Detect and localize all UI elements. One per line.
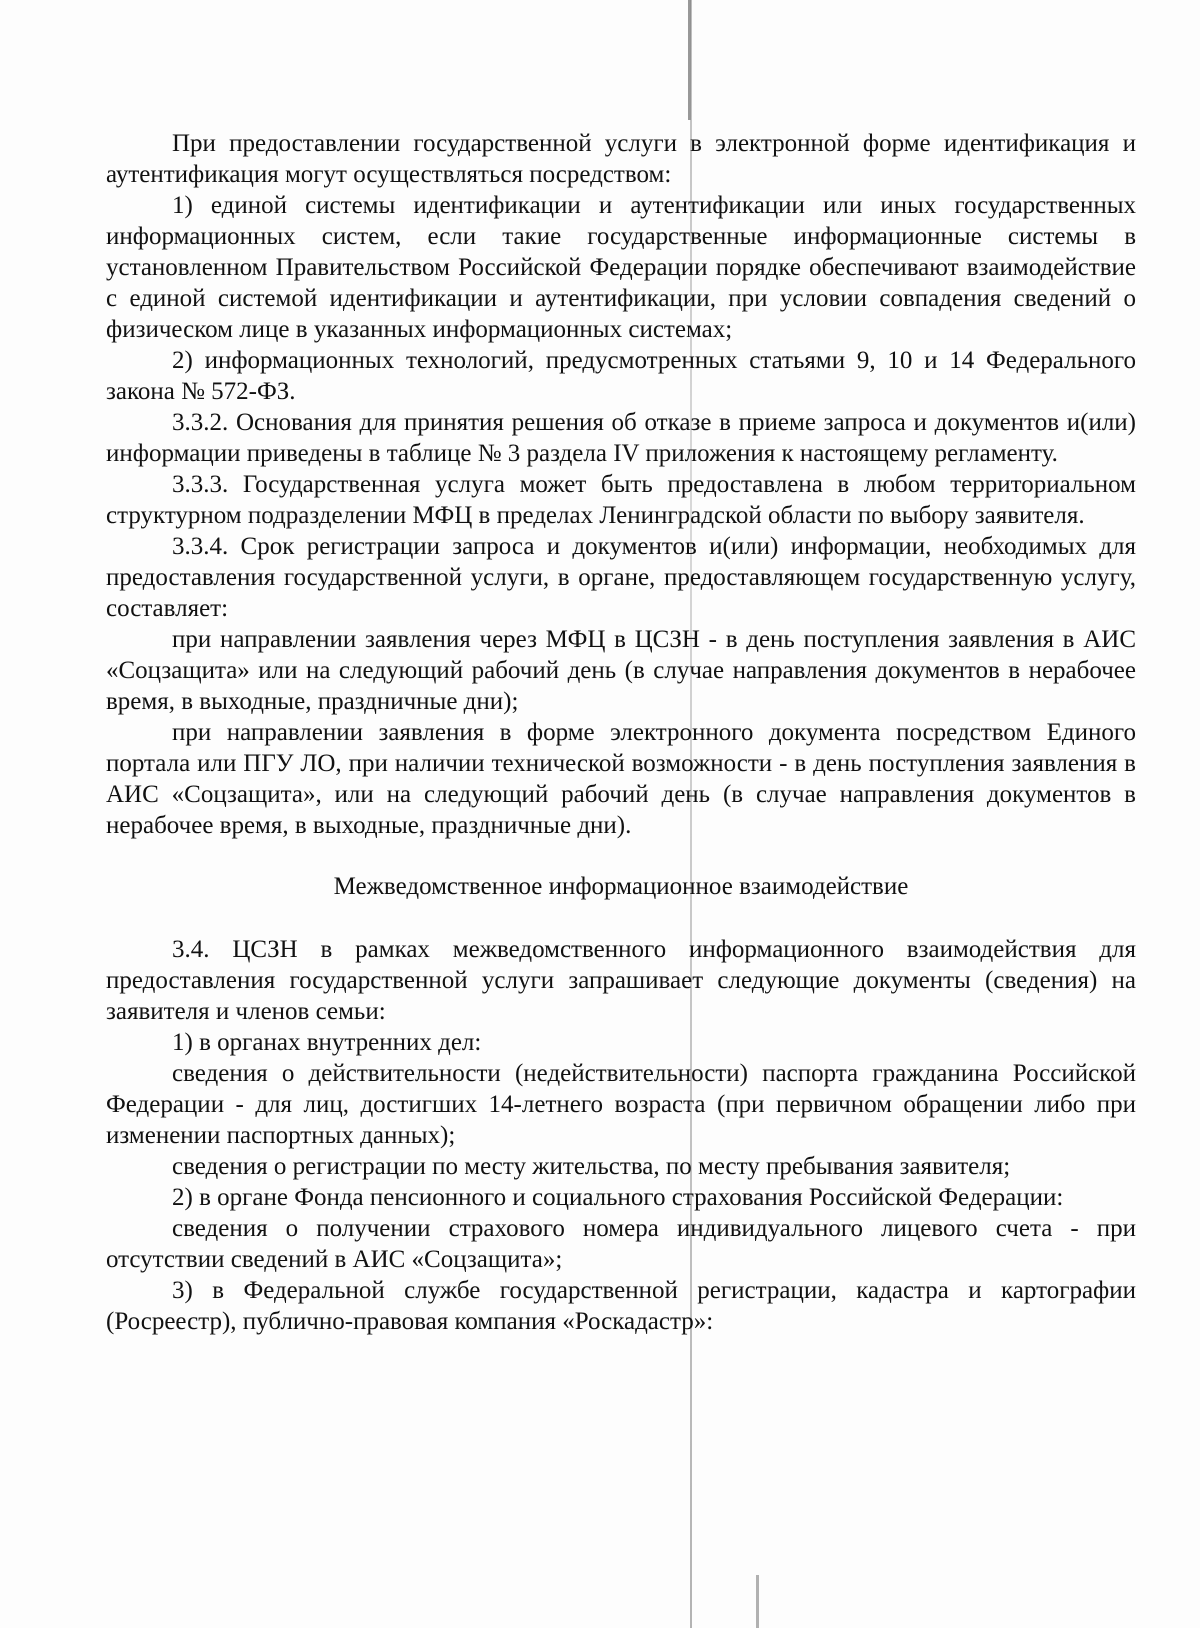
paragraph-registration-info: сведения о регистрации по месту жительства, по месту пребывания заявителя; (172, 1153, 1011, 1180)
paragraph-e-service-identification: При предоставлении государственной услуги в электронной форме идентификация и аутентификация могут осуществляться посредством: (106, 130, 1136, 188)
paragraph-mfc-submission: при направлении заявления через МФЦ в ЦСЗН - в день поступления заявления в АИС «Соцзащита» или на следующий рабочий день (в случае направления документов в нерабочее время, в выходные, праздничные дни); (106, 626, 1136, 715)
paragraph-item-1-esia: 1) единой системы идентификации и аутентификации или иных государственных информационных систем, если такие государственные информационные системы в установленном Правительством Российской Федерации порядке обеспечивают взаимодействие с единой системой идентификации и аутентификации, при условии совпадения сведений о физическом лице в указанных информационных системах; (106, 192, 1136, 343)
paragraph-snils: сведения о получении страхового номера индивидуального лицевого счета - при отсутствии сведений в АИС «Соцзащита»; (106, 1215, 1136, 1273)
paragraph-item-2-social-fund: 2) в органе Фонда пенсионного и социального страхования Российской Федерации: (172, 1184, 1064, 1211)
paragraph-passport-validity: сведения о действительности (недействительности) паспорта гражданина Российской Федерации - для лиц, достигших 14-летнего возраста (при первичном обращении либо при изменении паспортных данных); (106, 1060, 1136, 1149)
paragraph-3-3-3: 3.3.3. Государственная услуга может быть предоставлена в любом территориальном структурном подразделении МФЦ в пределах Ленинградской области по выбору заявителя. (106, 471, 1136, 529)
paragraph-item-2-it: 2) информационных технологий, предусмотренных статьями 9, 10 и 14 Федерального закона № 572-ФЗ. (106, 347, 1136, 405)
paragraph-item-1-internal-affairs: 1) в органах внутренних дел: (172, 1029, 482, 1056)
paragraph-3-3-4: 3.3.4. Срок регистрации запроса и документов и(или) информации, необходимых для предоставления государственной услуги, в органе, предоставляющем государственную услугу, составляет: (106, 533, 1136, 622)
document-body (106, 128, 1136, 1337)
paragraph-3-3-2: 3.3.2. Основания для принятия решения об отказе в приеме запроса и документов и(или) информации приведены в таблице № 3 раздела IV приложения к настоящему регламенту. (106, 409, 1136, 467)
section-heading: Межведомственное информационное взаимодействие (333, 873, 909, 900)
scan-fold-mark-bottom (756, 1575, 759, 1628)
paragraph-electronic-submission: при направлении заявления в форме электронного документа посредством Единого портала или ПГУ ЛО, при наличии технической возможности - в день поступления заявления в АИС «Соцзащита», или на следующий рабочий день (в случае направления документов в нерабочее время, в выходные, праздничные дни). (106, 719, 1136, 839)
paragraph-item-3-rosreestr: 3) в Федеральной службе государственной регистрации, кадастра и картографии (Росреестр), публично-правовая компания «Роскадастр»: (106, 1277, 1136, 1335)
paragraph-3-4: 3.4. ЦСЗН в рамках межведомственного информационного взаимодействия для предоставления государственной услуги запрашивает следующие документы (сведения) на заявителя и членов семьи: (106, 936, 1136, 1025)
